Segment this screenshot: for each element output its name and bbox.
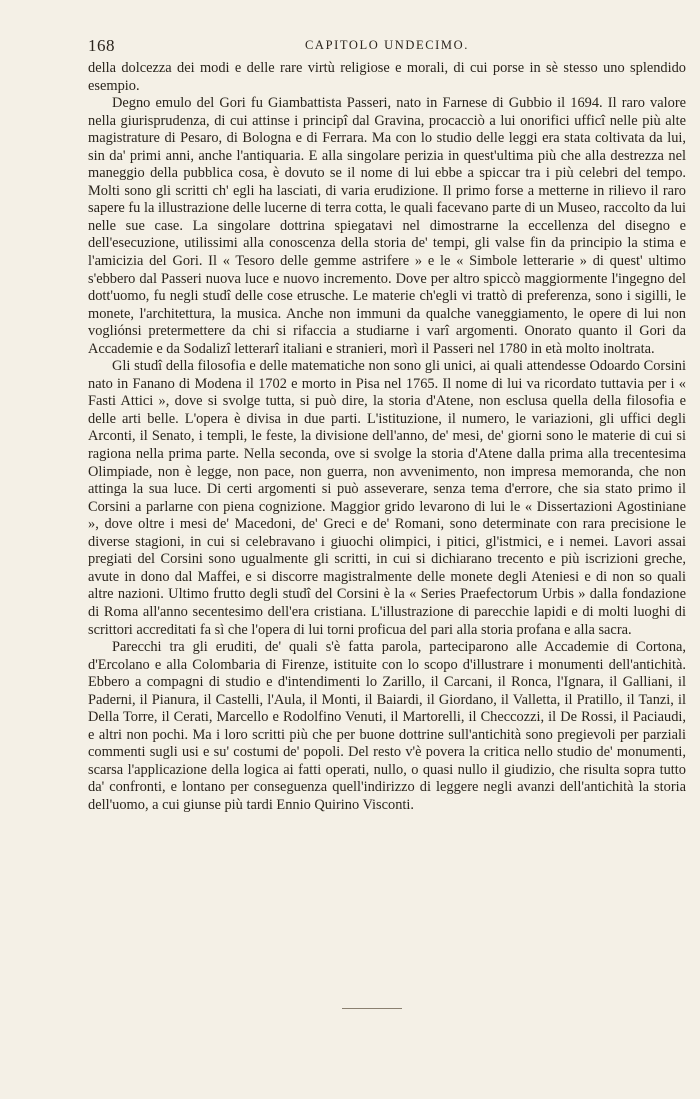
page-header [88, 36, 686, 58]
paragraph-eruditi: Parecchi tra gli eruditi, de' quali s'è fatta parola, parteciparono alle Accademie di Cortona, d'Ercolano e alla Colombaria di Firenze, istituite con lo scopo d'illustrare i monumenti dell'antichità. Ebbero a compagni di studio e d'intendimenti lo Zarillo, il Carcani, il Ronca, l'Ignara, il Galliani, il Paderni, il Pianura, il Castelli, l'Aula, il Monti, il Baiardi, il Giordano, il Valletta, il Pratillo, il Tanzi, il Della Torre, il Cerati, Marcello e Rodolfino Venuti, il Martorelli, il Checcozzi, il De Rossi, il Paciaudi, e altri non pochi. Ma i loro scritti più che per buone dottrine sull'antichità sono pregievoli per parziali commenti sugli usi e su' costumi de' popoli. Del resto v'è povera la critica nello studio de' monumenti, scarsa l'applicazione della logica ai fatti operati, nullo, o quasi nullo il giudizio, che risulta sopra tutto da' confronti, e lontano per conseguenza quell'indirizzo di leggere negli avanzi dell'antichità la storia dell'uomo, a cui giunse più tardi Ennio Quirino Visconti. [88, 639, 686, 813]
running-head: CAPITOLO UNDECIMO. [305, 38, 469, 52]
paragraph-corsini: Gli studî della filosofia e delle matematiche non sono gli unici, ai quali attendesse Odoardo Corsini nato in Fanano di Modena il 1702 e morto in Pisa nel 1765. Il nome di lui va ricordato tuttavia per i « Fasti Attici », dove si svolge tutta, si può dire, la storia d'Atene, non esclusa quella della filosofia e delle arti belle. L'opera è divisa in due parti. L'istituzione, il numero, le variazioni, gli uffici degli Arconti, il Senato, i templi, le feste, la divisione dell'anno, de' mesi, de' giorni sono le materie di cui si ragiona nella prima parte. Nella seconda, ove si svolge la storia d'Atene dalla prima alla trecentesima Olimpiade, non è legge, non pace, non guerra, non avvenimento, non impresa memoranda, che non attinga la sua luce. Di certi argomenti si può asseverare, senza tema d'errore, che sia stato primo il Corsini a parlarne con piena cognizione. Maggior grido levarono di lui le « Dissertazioni Agostiniane », dove oltre i mesi de' Macedoni, de' Greci e de' Romani, sono determinate con rara precisione le diverse stagioni, in cui si celebravano i giuochi olimpici, i pitici, gl'istmici, e i nemei. Lavori assai pregiati del Corsini sono ugualmente gli scritti, in cui si dichiarano trecento e più iscrizioni greche, avute in dono dal Maffei, e si discorre magistralmente delle monete degli Ateniesi e di non so quali altre nazioni. Ultimo frutto degli studî del Corsini è la « Series Praefectorum Urbis » dalla fondazione di Roma all'anno secentesimo dell'era cristiana. L'illustrazione di parecchie lapidi e di molti luoghi di scrittori accreditati fa sì che l'opera di lui torni proficua del pari alla storia profana e alla sacra. [88, 358, 686, 638]
paragraph-continuation: della dolcezza dei modi e delle rare virtù religiose e morali, di cui porse in sè stesso uno splendido esempio. [88, 60, 686, 94]
end-rule [342, 1008, 402, 1009]
page-number: 168 [88, 36, 115, 55]
paragraph-passeri: Degno emulo del Gori fu Giambattista Passeri, nato in Farnese di Gubbio il 1694. Il raro valore nella giurisprudenza, di cui attinse i principî dal Gravina, procacciò a lui onorifici ufficî nelle più alte magistrature di Pesaro, di Bologna e di Ferrara. Ma con lo studio delle leggi era stata coltivata da lui, sin da' primi anni, anche l'antiquaria. E alla singolare perizia in quest'ultima più che alla destrezza nel maneggio della pubblica cosa, è dovuto se il nome di lui ebbe a spiccar tra i più celebri del tempo. Molti sono gli scritti ch' egli ha lasciati, di varia erudizione. Il primo forse a metterne in rilievo il raro sapere fu la illustrazione delle lucerne di terra cotta, le quali facevano parte di un Museo, raccolto da lui nelle sue case. La singolare dottrina spiegatavi nel dimostrarne la eccellenza del disegno e dell'esecuzione, utilissimi alla conoscenza della storia de' tempi, gli valse fin da principio la stima e l'amicizia del Gori. Il « Tesoro delle gemme astrifere » e le « Simbole letterarie » di quest' ultimo s'ebbero dal Passeri nuova luce e nuovo incremento. Dove per altro spiccò maggiormente l'ingegno del dott'uomo, fu negli studî delle cose etrusche. Le materie ch'egli vi trattò di preferenza, sono i sigilli, le monete, l'architettura, la musica. Anche non immuni da qualche vaneggiamento, le opere di lui non vogliónsi pretermettere da chi si rifaccia a studiarne i varî argomenti. Onorato quanto il Gori da Accademie e da Sodalizî letterarî italiani e stranieri, morì il Passeri nel 1780 in età molto inoltrata. [88, 95, 686, 357]
body-text [88, 60, 686, 815]
